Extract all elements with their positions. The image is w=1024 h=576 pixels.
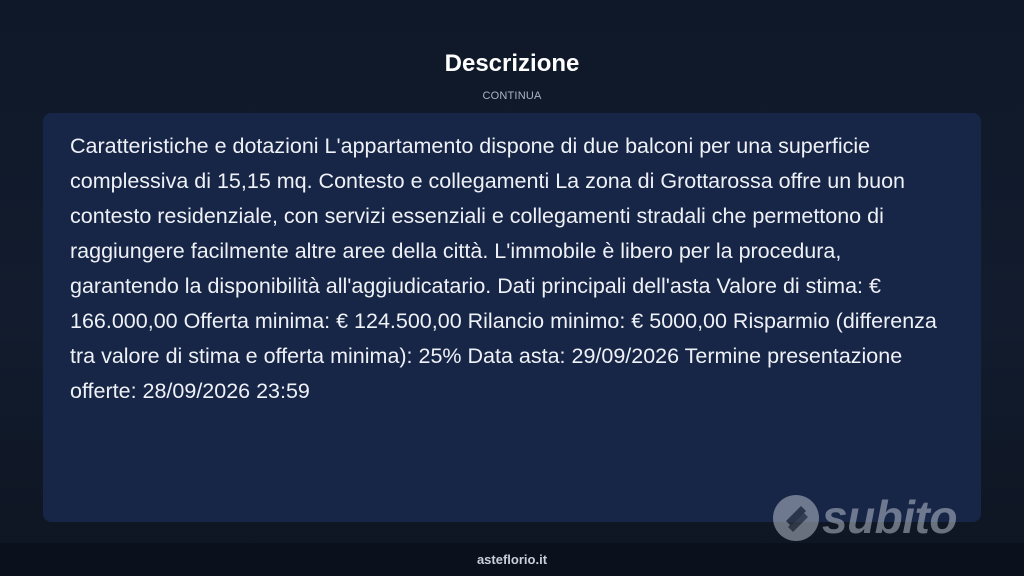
footer-site-name: asteflorio.it [476, 552, 548, 567]
subito-logo-icon [772, 494, 820, 542]
description-text: Caratteristiche e dotazioni L'appartamento dispone di due balconi per una superficie complessiva di 15,15 mq. Contesto e collegamenti La zona di Grottarossa offre un buon contesto residenziale, con servizi essenziali e collegamenti stradali che permettono di raggiungere facilmente altre aree della città. L'immobile è libero per la procedura, garantendo la disponibilità all'aggiudicatario. Dati principali dell'asta Valore di stima: € 166.000,00 Offerta minima: € 124.500,00 Rilancio minimo: € 5000,00 Risparmio (differenza tra valore di stima e offerta minima): 25% Data asta: 29/09/2026 Termine presentazione offerte: 28/09/2026 23:59 [70, 134, 937, 403]
subito-logo-text: subito [822, 491, 957, 543]
page-title: Descrizione [444, 50, 580, 77]
subito-watermark [770, 490, 975, 546]
description-card [43, 113, 981, 522]
continue-label: CONTINUA [482, 90, 542, 102]
